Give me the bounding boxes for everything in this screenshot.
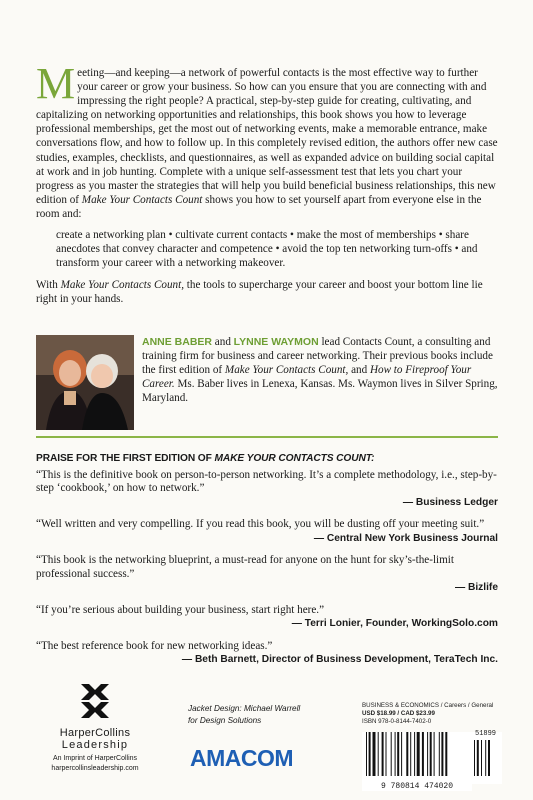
- author-name-baber: ANNE BABER: [142, 336, 213, 348]
- divider-rule: [36, 436, 498, 438]
- barcode-bar: [427, 732, 428, 776]
- barcode-addon-bar: [488, 740, 490, 776]
- publisher-url: harpercollinsleadership.com: [51, 765, 139, 772]
- barcode-bar: [445, 732, 447, 776]
- barcode-bar: [439, 732, 440, 776]
- quote-source: — Terri Lonier, Founder, WorkingSolo.com: [291, 618, 498, 629]
- barcode-addon-bar: [481, 740, 482, 776]
- barcode-bar: [382, 732, 384, 776]
- barcode-block: [362, 702, 502, 792]
- quote-source: — Business Ledger: [402, 496, 498, 508]
- barcode-bar: [395, 732, 396, 776]
- barcode-bar: [406, 732, 408, 776]
- barcode-bar: [378, 732, 379, 776]
- quote-item: “This is the definitive book on person-to-person networking. It’s a complete methodology, i.e., step-by-step ‘cookbook,’ on how to network.” — Business Ledger: [36, 468, 498, 508]
- drop-cap: M: [36, 59, 76, 108]
- publisher-division: Leadership: [61, 739, 129, 751]
- barcode-bar: [397, 732, 399, 776]
- barcode-bar: [391, 732, 392, 776]
- harpercollins-flame-icon: [75, 680, 115, 720]
- barcode-bar: [410, 732, 411, 776]
- author-name-waymon: LYNNE WAYMON: [233, 336, 319, 348]
- quote-source: — Bizlife: [454, 582, 498, 593]
- quote-item: “The best reference book for new networking ideas.” — Beth Barnett, Director of Business Development, TeraTech Inc.: [36, 639, 498, 665]
- publisher-logo: [36, 680, 154, 780]
- intro-copy: [36, 59, 498, 307]
- quote-source: — Beth Barnett, Director of Business Development, TeraTech Inc.: [181, 654, 498, 665]
- barcode-bar: [441, 732, 443, 776]
- amacom-logo: AMACOM: [190, 745, 294, 771]
- isbn-label: ISBN 978-0-8144-7402-0: [362, 718, 432, 725]
- barcode-bar: [373, 732, 376, 776]
- author-photo: [36, 335, 134, 430]
- barcode-addon-bar: [474, 740, 475, 776]
- barcode-bar: [422, 732, 424, 776]
- barcode-bar: [369, 732, 371, 776]
- barcode-addon-bar: [485, 740, 486, 776]
- author-block: [36, 335, 498, 430]
- quote-item: “This book is the networking blueprint, a must-read for anyone on the hunt for sky’s-the-limit professional success.” — Bizlife: [36, 554, 498, 593]
- barcode-bar: [401, 732, 402, 776]
- footer: [0, 680, 533, 800]
- price-label: USD $18.99 / CAD $23.99: [362, 710, 435, 717]
- praise-section: [36, 452, 498, 676]
- closing-paragraph: With Make Your Contacts Count, the tools to supercharge your career and boost your bottom line lie right in your hands.: [36, 279, 483, 306]
- praise-heading: PRAISE FOR THE FIRST EDITION OF MAKE YOUR CONTACTS COUNT:: [36, 453, 375, 464]
- barcode-addon: 51899: [475, 730, 497, 738]
- author-bio: ANNE BABER and LYNNE WAYMON lead Contacts Count, a consulting and training firm for business and career networking. Their previous books include the first edition of Make Your Contacts Count, and How to Fireproof Your Career. Ms. Baber lives in Lenexa, Kansas. Ms. Waymon lives in Silver Spring, Maryland.: [142, 336, 498, 405]
- quote-item: “Well written and very compelling. If you read this book, you will be dusting off your meeting suit.” — Central New York Business Journal: [36, 518, 498, 544]
- quote-source: — Central New York Business Journal: [313, 532, 498, 544]
- barcode-addon-bar: [477, 740, 479, 776]
- barcode: [362, 730, 502, 791]
- quote-item: “If you’re serious about building your business, start right here.” — Terri Lonier, Founder, WorkingSolo.com: [36, 603, 498, 629]
- imprint-note: An Imprint of HarperCollins: [52, 755, 138, 762]
- barcode-bar: [366, 732, 367, 776]
- publisher-name: HarperCollins: [59, 727, 131, 739]
- barcode-bar: [414, 732, 415, 776]
- barcode-bar: [430, 732, 432, 776]
- intro-paragraph: Meeting—and keeping—a network of powerful contacts is the most effective way to further your career or grow your business. So how can you ensure that you are connecting with and impressing the right people? A practical, step-by-step guide for creating, cultivating, and capitalizing on networking opportunities and relationships, this book shows you how to leverage professional memberships, get the most out of networking events, make a memorable entrance, make conversations flow, and how to follow up. In this completely revised edition, the authors offer new case studies, examples, checklists, and questionnaires, as well as expanded advice on building social capital at work and in job hunting. Complete with a unique self-assessment test that lets you chart your progress as you master the strategies that will help you build beneficial business relationships, this new edition of Make Your Contacts Count shows you how to set yourself apart from everyone else in the room and:: [36, 59, 498, 220]
- category-label: BUSINESS & ECONOMICS / Careers / General: [362, 702, 494, 709]
- barcode-digits: 9 780814 474020: [362, 782, 472, 791]
- barcode-bar: [386, 732, 387, 776]
- barcode-bar: [417, 732, 420, 776]
- jacket-credit: Jacket Design: Michael Warrell for Design Solutions: [188, 704, 301, 725]
- barcode-bar: [434, 732, 435, 776]
- bullet-list: create a networking plan • cultivate current contacts • make the most of memberships • share anecdotes that convey character and competence • avoid the top ten networking turn-offs • and transform your career with a networking makeover.: [56, 229, 478, 270]
